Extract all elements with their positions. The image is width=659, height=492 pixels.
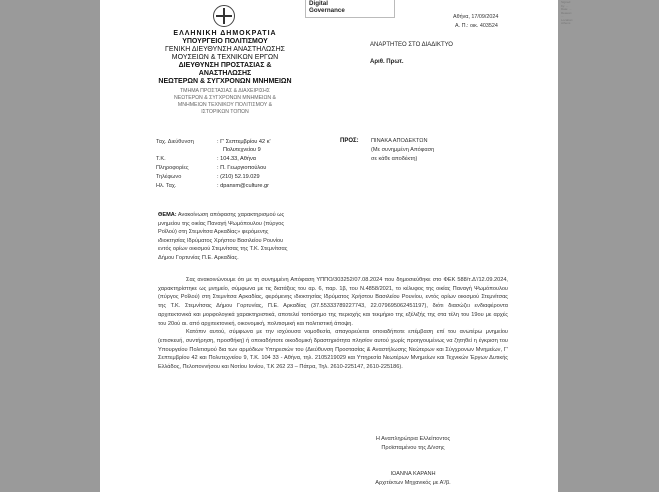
ministry-name: ΥΠΟΥΡΓΕΙΟ ΠΟΛΙΤΙΣΜΟΥ xyxy=(182,38,268,45)
country-name: ΕΛΛΗΝΙΚΗ ΔΗΜΟΚΡΑΤΙΑ xyxy=(173,30,277,37)
subject-block xyxy=(158,211,328,263)
signoff-title: Αρχιτέκτων Μηχανικός με Α'/β. xyxy=(375,480,451,486)
recipient-line-3: σε κάθε αποδέκτη) xyxy=(371,156,418,162)
subject-line-2: μνημείου της οικίας Παναγή Ψωμόπουλου (πύργος xyxy=(158,220,285,227)
signature-meta-1: Signed by: ... xyxy=(561,0,571,8)
department-line-3: ΜΝΗΜΕΙΩΝ ΤΕΧΝΙΚΟΥ ΠΟΛΙΤΙΣΜΟΥ & xyxy=(177,102,273,108)
subject-line-4: ιδιοκτησίας Ιδρύματος Χρήστου Βασιλείου Ρουνίου xyxy=(158,237,284,244)
address-value-2: Πολυτεχνείου 9 xyxy=(223,147,261,153)
phone-value: : (210) 52.19.029 xyxy=(217,174,260,180)
phone-label: Τηλέφωνο xyxy=(156,174,182,180)
signature-meta-3: Reason: ... xyxy=(561,10,573,18)
body-paragraph-2: Κατόπιν αυτού, σύμφωνα με την ισχύουσα νομοθεσία, απαγορεύεται οποιαδήποτε επέμβαση επί του ανωτέρω μνημείου (επισκευή, συντήρηση, προσθήκη) ή οποιαδήποτε οικοδομική δραστηριότητα πλησίον αυτού χωρίς προηγουμένως να ζητηθεί η έγκριση του Υπουργείου Πολιτισμού δια των αρμόδιων Υπηρεσιών του (Διεύθυνση Προστασίας & Αναστήλωσης Νεώτερων και Σύγχρονων Μνημείων, Γ' Σεπτεμβρίου 42 και Πολυτεχνείου 9, Τ.Κ. 104 33 - Αθήνα, τηλ. 2105219029 και Υπηρεσία Νεωτέρων Μνημείων και Τεχνικών Έργων Δυτικής Ελλάδος, Πελοποννήσου και Νοτίου Ιονίου, Τ.Κ 262 23 – Πάτρα, Τηλ. 2610-225147, 2610-225186). xyxy=(158,329,508,371)
greek-coat-of-arms-icon xyxy=(213,5,235,27)
protocol-number-label: Αριθ. Πρωτ. xyxy=(370,59,404,65)
subject-line-6: Δήμου Γορτυνίας Π.Ε. Αρκαδίας. xyxy=(158,254,239,261)
directorate-line-3: ΝΕΩΤΕΡΩΝ & ΣΥΓΧΡΟΝΩΝ ΜΝΗΜΕΙΩΝ xyxy=(158,78,292,85)
department-line-1: ΤΜΗΜΑ ΠΡΟΣΤΑΣΙΑΣ & ΔΙΑΧΕΙΡΙΣΗΣ xyxy=(179,88,271,94)
signature-line-2: Governance xyxy=(309,7,345,14)
signature-meta xyxy=(561,1,573,26)
signature-line-1: Digital xyxy=(309,0,328,7)
recipient-line-1: ΠΙΝΑΚΑ ΑΠΟΔΕΚΤΩΝ xyxy=(371,138,428,144)
address-label: Ταχ. Διεύθυνση xyxy=(156,139,194,145)
email-value[interactable]: : dpansm@culture.gr xyxy=(217,183,270,189)
body-text xyxy=(158,276,508,372)
internet-posting-label: ΑΝΑΡΤΗΤΕΟ ΣΤΟ ΔΙΑΔΙΚΤΥΟ xyxy=(370,42,453,48)
subject-text-1: Ανακοίνωση απόφασης χαρακτηρισμού ως xyxy=(176,212,285,218)
subject-line-1 xyxy=(158,211,328,220)
date-line: Αθήνα, 17/09/2024 xyxy=(453,14,499,20)
signoff-role-2: Προϊσταμένου της Δ/νσης xyxy=(381,445,445,451)
general-directorate-line-1: ΓΕΝΙΚΗ ΔΙΕΥΘΥΝΣΗ ΑΝΑΣΤΗΛΩΣΗΣ xyxy=(165,46,285,53)
signature-meta-4: Location: Athens xyxy=(561,17,574,25)
subject-line-5: εντός ορίων οικισμού Στεμνίτσας της Τ.Κ. Στεμνίτσας xyxy=(158,246,288,253)
document-page xyxy=(100,0,574,492)
signoff-name: ΙΩΑΝΝΑ ΚΑΡΑΝΗ xyxy=(390,471,436,477)
directorate-line-2: ΑΝΑΣΤΗΛΩΣΗΣ xyxy=(198,70,252,77)
subject-line-3: Ροΐλού) στη Στεμνίτσα Αρκαδίας» φερόμενης xyxy=(158,229,269,236)
postal-code-value: : 104.33, Αθήνα xyxy=(217,156,257,162)
signature-meta-2: Date: ... xyxy=(561,7,572,11)
address-value-1: : Γ' Σεπτεμβρίου 42 κ' xyxy=(217,139,271,145)
department-line-4: ΙΣΤΟΡΙΚΩΝ ΤΟΠΩΝ xyxy=(201,109,249,115)
general-directorate-line-2: ΜΟΥΣΕΙΩΝ & ΤΕΧΝΙΚΩΝ ΕΡΓΩΝ xyxy=(171,54,279,61)
email-label: Ηλ. Ταχ. xyxy=(156,183,177,189)
info-label: Πληροφορίες xyxy=(156,165,189,171)
protocol-line: Α. Π.: οικ. 403524 xyxy=(455,23,498,29)
info-value: : Π. Γεωργιοπούλου xyxy=(217,165,267,171)
recipient-label: ΠΡΟΣ: xyxy=(340,138,359,144)
body-paragraph-1: Σας ανακοινώνουμε ότι με τη συνημμένη Απόφαση ΥΠΠΟ/303252/07.08.2024 που δημοσιεύθηκε στο ΦΕΚ 588/τ.Δ'/12.09.2024, χαρακτηρίστηκε ως μνημείο, σύμφωνα με τις διατάξεις του αρ. 6, παρ. 1β, του Ν.4858/2021, το κέλυφος της οικίας Παναγή Ψωμόπουλου (πύργος Ροΐλού) στη Στεμνίτσα Αρκαδίας, φερόμενης ιδιοκτησίας Ιδρύματος Χρήστου Βασιλείου Ρουνίου, εντός ορίων οικισμού Στεμνίτσας της Τ.Κ. Στεμνίτσας Δήμου Γορτυνίας, Π.Ε. Αρκαδίας (37.55333789227743, 22.079695062451197), διότι διασώζει ενδιαφέροντα αρχιτεκτονικά και μορφολογικά χαρακτηριστικά, αποτελεί τοπόσημο της περιοχής και τεκμήριο της εξέλιξής της στα τέλη του 19ου με αρχές του 20ού αι. από αρχιτεκτονική, οικονομική, πολιτισμική και πολιτιστική άποψη. xyxy=(158,277,508,327)
recipient-line-2: (Με συνημμένη Απόφαση xyxy=(371,147,435,153)
signoff-role-1: Η Αναπληρώτρια Ελλείποντος xyxy=(375,436,451,442)
subject-label: ΘΕΜΑ: xyxy=(158,212,177,218)
department-line-2: ΝΕΩΤΕΡΩΝ & ΣΥΓΧΡΟΝΩΝ ΜΝΗΜΕΙΩΝ & xyxy=(174,95,276,101)
directorate-line-1: ΔΙΕΥΘΥΝΣΗ ΠΡΟΣΤΑΣΙΑΣ & xyxy=(178,62,272,69)
postal-code-label: Τ.Κ. xyxy=(156,156,166,162)
